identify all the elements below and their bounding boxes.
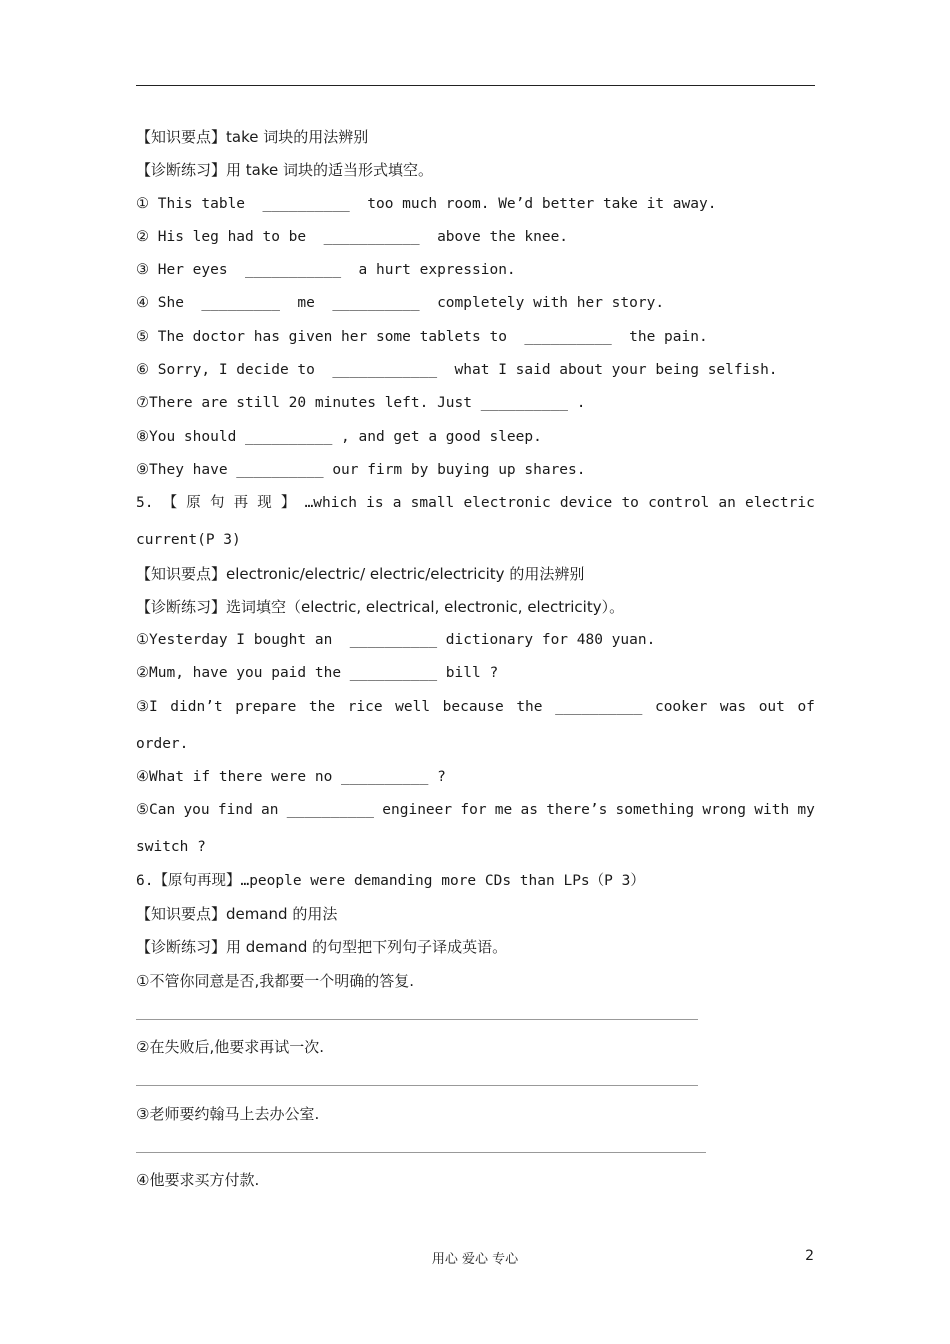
word: 【 [162, 495, 178, 512]
take-q1: ① This table __________ too much room. We’d better take it away. [136, 195, 717, 212]
word: an [261, 802, 279, 819]
word: the [516, 698, 543, 715]
word: you [183, 802, 210, 819]
answer-line-2 [136, 1067, 815, 1100]
word: to [621, 495, 639, 512]
word: a [392, 495, 402, 512]
diagnostic-electric: 【诊断练习】选词填空（electric, electrical, electronic, electricity）。 [136, 597, 625, 616]
take-q4: ④ She _________ me __________ completely with her story. [136, 295, 665, 312]
word: 句 [209, 495, 225, 512]
word: well [395, 698, 431, 715]
translation-q4: ④他要求买方付款. [136, 1171, 260, 1190]
take-q3: ③ Her eyes ___________ a hurt expression. [136, 262, 516, 279]
word: engineer [382, 802, 453, 819]
answer-line-3 [136, 1134, 815, 1167]
electric-q1: ①Yesterday I bought an __________ dictionary for 480 yuan. [136, 632, 656, 649]
word: of [797, 698, 815, 715]
diagnostic-take: 【诊断练习】用 take 词块的适当形式填空。 [136, 161, 433, 180]
word: for [460, 802, 487, 819]
header-rule [136, 85, 815, 86]
item6-original-sentence: 6.【原句再现】…people were demanding more CDs than LPs（P 3） [136, 872, 645, 889]
word: electronic [463, 495, 551, 512]
word: my [797, 802, 815, 819]
take-q6: ⑥ Sorry, I decide to ____________ what I said about your being selfish. [136, 362, 778, 379]
word: 现 [257, 495, 272, 512]
word: didn’t [170, 698, 223, 715]
word: with [754, 802, 790, 819]
word: the [308, 698, 336, 715]
word: 原 [186, 495, 201, 512]
word: 5. [136, 495, 154, 512]
take-q9: ⑨They have __________ our firm by buying up shares. [136, 461, 586, 478]
word: device [559, 495, 613, 512]
take-q8: ⑧You should __________ , and get a good sleep. [136, 428, 542, 445]
word: something [615, 802, 695, 819]
word: control [648, 495, 710, 512]
electric-q5-continued: switch ? [136, 839, 206, 856]
word: out [758, 698, 785, 715]
word: as [520, 802, 538, 819]
answer-blank: __________ [286, 802, 375, 819]
take-q2: ② His leg had to be ___________ above the knee. [136, 228, 569, 245]
knowledge-point-demand: 【知识要点】demand 的用法 [136, 904, 338, 923]
footer-motto: 用心 爱心 专心 [431, 1252, 519, 1267]
word: wrong [702, 802, 747, 819]
worksheet-body [136, 124, 815, 1201]
answer-blank: __________ [555, 698, 643, 715]
word: …which [304, 495, 357, 512]
word: me [494, 802, 513, 819]
diagnostic-demand: 【诊断练习】用 demand 的句型把下列句子译成英语。 [136, 938, 508, 957]
knowledge-point-take: 【知识要点】take 词块的用法辨别 [136, 128, 369, 146]
translation-q2: ②在失败后,他要求再试一次. [136, 1038, 324, 1057]
word: an [718, 495, 736, 512]
word: rice [347, 698, 383, 715]
take-q7: ⑦There are still 20 minutes left. Just __________ . [136, 395, 586, 412]
word: prepare [235, 698, 297, 715]
item5-original-sentence [136, 490, 815, 527]
take-q5: ⑤ The doctor has given her some tablets to __________ the pain. [136, 328, 708, 345]
page-number: 2 [805, 1248, 814, 1264]
word: is [366, 495, 384, 512]
electric-q3-continued: order. [136, 735, 189, 752]
page-footer [0, 1248, 950, 1268]
electric-q4: ④What if there were no __________ ? [136, 769, 446, 786]
item5-continued: current(P 3) [136, 532, 241, 549]
word: because [442, 698, 504, 715]
translation-q1: ①不管你同意是否,我都要一个明确的答复. [136, 971, 414, 990]
word: 再 [233, 495, 249, 512]
answer-line-1 [136, 1001, 815, 1034]
translation-q3: ③老师要约翰马上去办公室. [136, 1104, 320, 1123]
word: was [719, 698, 747, 715]
word: there’s [546, 802, 608, 819]
word: 】 [280, 495, 296, 512]
word: ③I [136, 698, 158, 715]
word: ⑤Can [136, 802, 176, 819]
knowledge-point-electric: 【知识要点】electronic/electric/ electric/electricity 的用法辨别 [136, 564, 585, 583]
word: small [410, 495, 455, 512]
word: electric [744, 495, 815, 512]
electric-q3 [136, 694, 815, 731]
electric-q5 [136, 797, 815, 834]
electric-q2: ②Mum, have you paid the __________ bill ? [136, 665, 499, 682]
word: find [217, 802, 253, 819]
word: cooker [654, 698, 708, 715]
